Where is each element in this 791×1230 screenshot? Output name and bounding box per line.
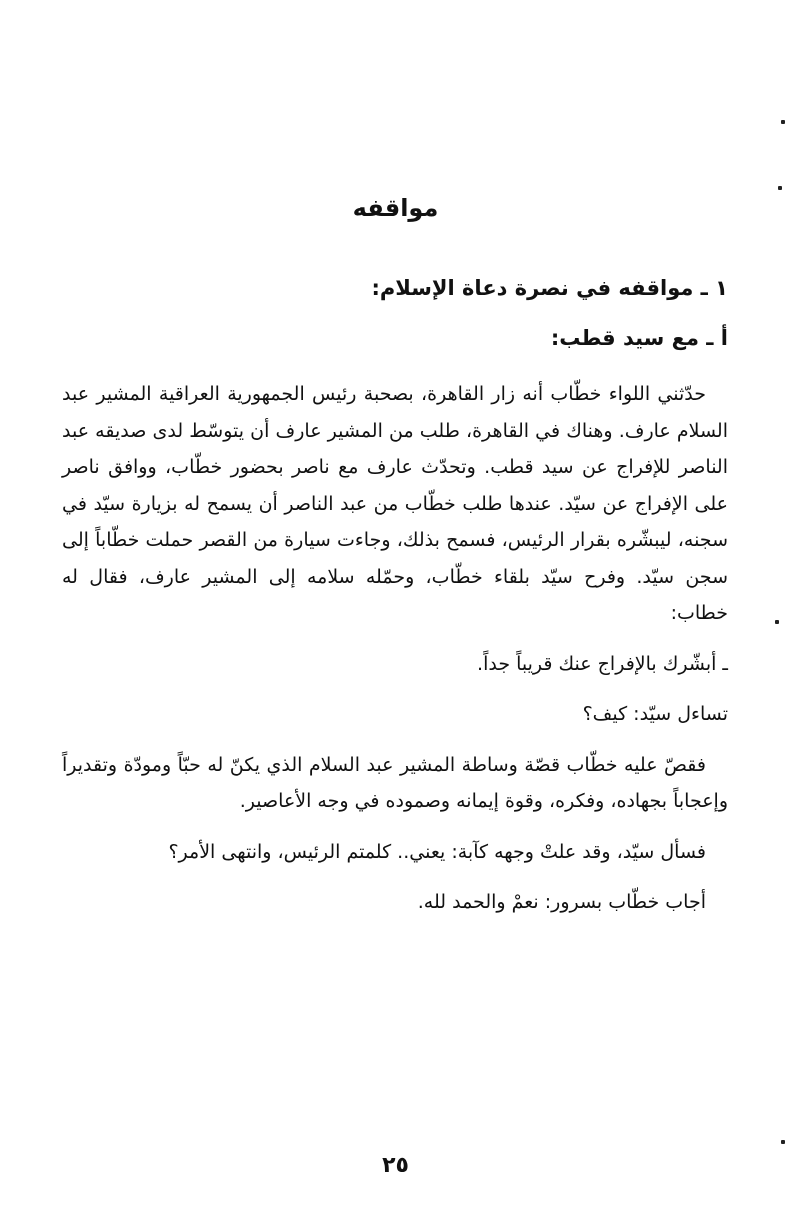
margin-mark-top: [781, 120, 785, 124]
section-heading: ١ ـ مواقفه في نصرة دعاة الإسلام:: [371, 276, 728, 300]
paragraph: فقصّ عليه خطّاب قصّة وساطة المشير عبد السلام الذي يكنّ له حبّاً ومودّة وتقديراً وإعجاباً بجهاده، وفكره، وقوة إيمانه وصموده في وجه الأعاصير.: [62, 753, 728, 812]
paragraph: فسأل سيّد، وقد علتْ وجهه كآبة: يعني.. كلمتم الرئيس، وانتهى الأمر؟: [168, 840, 706, 863]
subsection-heading: أ ـ مع سيد قطب:: [550, 326, 728, 350]
paragraph: ـ أبشّرك بالإفراج عنك قريباً جداً.: [477, 652, 728, 675]
paragraph: تساءل سيّد: كيف؟: [582, 703, 728, 725]
margin-mark-middle: [775, 620, 779, 624]
paragraph: حدّثني اللواء خطّاب أنه زار القاهرة، بصحبة رئيس الجمهورية العراقية المشير عبد السلام عارف. وهناك في القاهرة، طلب من المشير عارف أن يتوسّط لدى صديقه عبد الناصر للإفراج عن سيد قطب. وتحدّث عارف مع ناصر بحضور خطّاب، ووافق ناصر على الإفراج عن سيّد. عندها طلب خطّاب من عبد الناصر أن يسمح له بزيارة سيّد في سجنه، ليبشّره بقرار الرئيس، فسمح بذلك، وجاءت سيارة من القصر حملت خطّاباً إلى سجن سيّد. وفرح سيّد بلقاء خطّاب، وحمّله سلامه إلى المشير عارف، فقال له خطاب:: [62, 383, 728, 624]
margin-mark-lower: [781, 1140, 785, 1144]
page-body: [62, 270, 728, 935]
page-number: ٢٥: [382, 1153, 409, 1178]
page-title: مواقفه: [352, 194, 439, 222]
paragraph: أجاب خطّاب بسرور: نعمْ والحمد لله.: [417, 891, 706, 913]
